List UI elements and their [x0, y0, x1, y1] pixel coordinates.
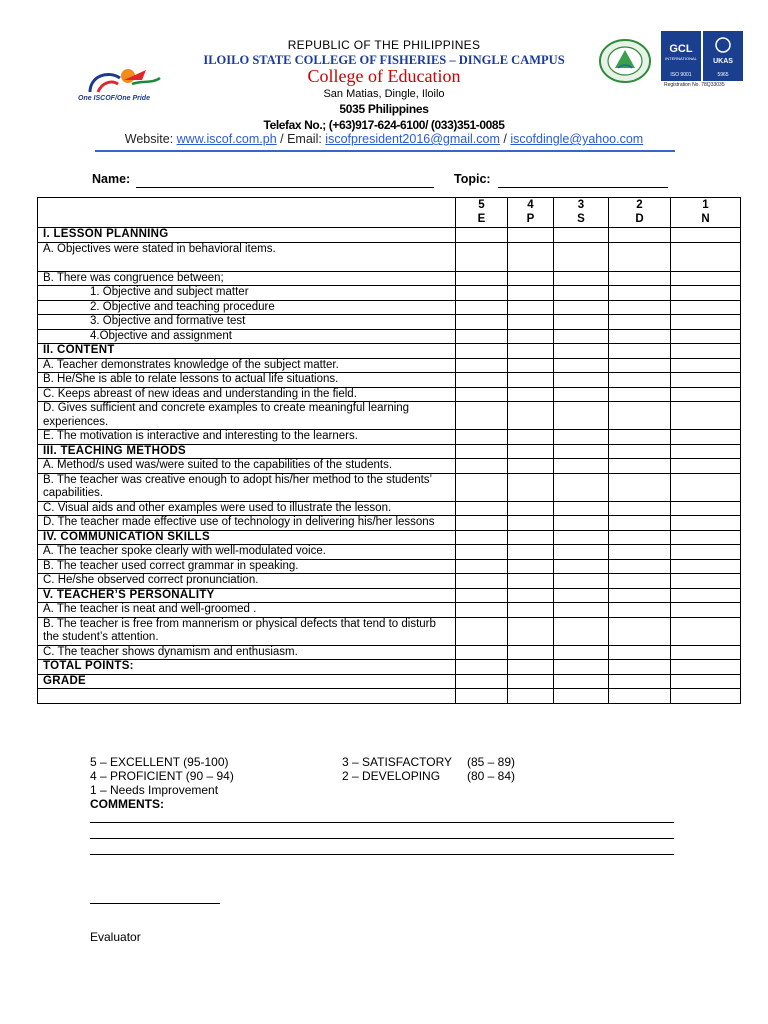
rating-cell[interactable] — [609, 444, 671, 459]
criterion-row — [38, 689, 741, 704]
rating-cell[interactable] — [609, 459, 671, 474]
rating-cell[interactable] — [508, 574, 554, 589]
rating-cell[interactable] — [508, 430, 554, 445]
rating-cell[interactable] — [508, 459, 554, 474]
criterion-text: E. The motivation is interactive and interesting to the learners. — [38, 430, 456, 445]
criterion-text: B. The teacher used correct grammar in speaking. — [38, 559, 456, 574]
zip-line: 5035 Philippines — [339, 102, 429, 116]
rating-cell[interactable] — [609, 373, 671, 388]
criteria-header — [38, 198, 456, 228]
rating-cell[interactable] — [456, 473, 508, 501]
criterion-row — [38, 329, 741, 344]
criterion-text: 2. Objective and teaching procedure — [38, 300, 456, 315]
rating-cell[interactable] — [554, 387, 609, 402]
criterion-row — [38, 645, 741, 660]
rating-cell[interactable] — [554, 516, 609, 531]
rating-cell[interactable] — [671, 545, 741, 560]
topic-label: Topic: — [454, 172, 491, 186]
rating-cell[interactable] — [456, 545, 508, 560]
rating-cell[interactable] — [554, 530, 609, 545]
rating-cell[interactable] — [554, 271, 609, 286]
rating-cell[interactable] — [671, 387, 741, 402]
registration-number: Registration No. 78Q33035 — [664, 82, 725, 88]
rating-cell[interactable] — [609, 545, 671, 560]
rating-cell[interactable] — [456, 329, 508, 344]
criterion-row — [38, 373, 741, 388]
telefax-line: Telefax No.; (+63)917-624-6100/ (033)351-0085 — [263, 118, 505, 132]
rating-cell[interactable] — [508, 645, 554, 660]
criterion-row — [38, 402, 741, 430]
rating-cell[interactable] — [609, 329, 671, 344]
rating-cell[interactable] — [671, 315, 741, 330]
rating-cell[interactable] — [456, 228, 508, 243]
rating-letter: N — [701, 212, 710, 225]
rating-cell[interactable] — [456, 516, 508, 531]
rating-cell[interactable] — [671, 444, 741, 459]
rating-cell[interactable] — [609, 358, 671, 373]
address-line: San Matias, Dingle, Iloilo — [323, 88, 445, 100]
rating-number: 1 — [702, 199, 709, 211]
email-separator: / — [499, 132, 511, 146]
rating-cell[interactable] — [508, 373, 554, 388]
header-divider — [95, 150, 675, 152]
rating-cell[interactable] — [609, 645, 671, 660]
rating-cell[interactable] — [671, 344, 741, 359]
criterion-row — [38, 358, 741, 373]
rating-cell[interactable] — [671, 373, 741, 388]
rating-cell[interactable] — [671, 300, 741, 315]
rating-cell[interactable] — [671, 473, 741, 501]
rating-cell[interactable] — [671, 660, 741, 675]
rating-cell[interactable] — [671, 501, 741, 516]
rating-cell[interactable] — [554, 286, 609, 301]
criterion-text: 1. Objective and subject matter — [38, 286, 456, 301]
rating-cell[interactable] — [508, 358, 554, 373]
rating-cell[interactable] — [508, 588, 554, 603]
evaluator-label: Evaluator — [90, 930, 141, 944]
rating-cell[interactable] — [456, 603, 508, 618]
criterion-text: A. Teacher demonstrates knowledge of the subject matter. — [38, 358, 456, 373]
rating-cell[interactable] — [671, 574, 741, 589]
rating-cell[interactable] — [671, 459, 741, 474]
rating-cell[interactable] — [609, 689, 671, 704]
rating-cell[interactable] — [508, 545, 554, 560]
comment-line[interactable] — [90, 854, 674, 855]
rating-cell[interactable] — [609, 344, 671, 359]
rating-cell[interactable] — [508, 329, 554, 344]
section-row — [38, 660, 741, 675]
section-row — [38, 444, 741, 459]
rating-cell[interactable] — [609, 473, 671, 501]
criterion-text: C. Visual aids and other examples were used to illustrate the lesson. — [38, 501, 456, 516]
rating-cell[interactable] — [671, 271, 741, 286]
rating-cell[interactable] — [671, 689, 741, 704]
criterion-row — [38, 473, 741, 501]
rating-cell[interactable] — [554, 228, 609, 243]
rating-cell[interactable] — [508, 300, 554, 315]
rating-number: 2 — [636, 199, 643, 211]
rating-cell[interactable] — [671, 228, 741, 243]
website-link[interactable]: www.iscof.com.ph — [176, 132, 277, 146]
name-field[interactable] — [136, 187, 434, 188]
table-header-row — [38, 198, 741, 228]
rating-cell[interactable] — [456, 373, 508, 388]
section-heading: IV. COMMUNICATION SKILLS — [38, 530, 456, 545]
criterion-text: A. The teacher is neat and well-groomed . — [38, 603, 456, 618]
section-row — [38, 228, 741, 243]
evaluation-table — [37, 197, 741, 704]
republic-line: REPUBLIC OF THE PHILIPPINES — [287, 38, 481, 52]
criterion-row — [38, 430, 741, 445]
rating-cell[interactable] — [554, 430, 609, 445]
criterion-text: C. Keeps abreast of new ideas and understanding in the field. — [38, 387, 456, 402]
rating-cell[interactable] — [508, 387, 554, 402]
rating-number: 5 — [478, 199, 485, 211]
rating-cell[interactable] — [609, 530, 671, 545]
rating-cell[interactable] — [456, 559, 508, 574]
rating-cell[interactable] — [609, 387, 671, 402]
rating-cell[interactable] — [508, 674, 554, 689]
rating-cell[interactable] — [456, 588, 508, 603]
rating-cell[interactable] — [456, 402, 508, 430]
table-body — [38, 228, 741, 704]
rating-cell[interactable] — [609, 660, 671, 675]
criterion-row — [38, 603, 741, 618]
legend-needs-improvement: 1 – Needs Improvement — [90, 783, 219, 797]
criterion-row — [38, 300, 741, 315]
rating-cell[interactable] — [508, 603, 554, 618]
rating-cell[interactable] — [508, 344, 554, 359]
rating-cell[interactable] — [671, 674, 741, 689]
rating-cell[interactable] — [554, 473, 609, 501]
rating-cell[interactable] — [456, 430, 508, 445]
rating-cell[interactable] — [671, 588, 741, 603]
comment-line[interactable] — [90, 822, 674, 823]
criterion-text: A. Objectives were stated in behavioral items. — [38, 242, 456, 271]
rating-column-header — [671, 198, 741, 228]
name-label: Name: — [92, 172, 131, 186]
contact-line — [0, 132, 768, 146]
criterion-text: 3. Objective and formative test — [38, 315, 456, 330]
criterion-text: C. He/she observed correct pronunciation. — [38, 574, 456, 589]
criterion-row — [38, 574, 741, 589]
rating-cell[interactable] — [609, 286, 671, 301]
criterion-row — [38, 545, 741, 560]
rating-cell[interactable] — [554, 329, 609, 344]
section-heading: III. TEACHING METHODS — [38, 444, 456, 459]
rating-cell[interactable] — [554, 315, 609, 330]
rating-cell[interactable] — [554, 645, 609, 660]
legend-developing-range: (80 – 84) — [467, 769, 516, 783]
rating-cell[interactable] — [508, 444, 554, 459]
rating-cell[interactable] — [609, 430, 671, 445]
criterion-text: D. Gives sufficient and concrete examples to create meaningful learning experiences. — [38, 402, 456, 430]
rating-cell[interactable] — [456, 501, 508, 516]
rating-cell[interactable] — [456, 444, 508, 459]
rating-cell[interactable] — [671, 559, 741, 574]
comment-line[interactable] — [90, 838, 674, 839]
rating-column-header — [554, 198, 609, 228]
rating-cell[interactable] — [554, 545, 609, 560]
criterion-text: B. The teacher was creative enough to adopt his/her method to the students’ capabilities. — [38, 473, 456, 501]
rating-cell[interactable] — [609, 674, 671, 689]
cert-intl: INTERNATIONAL — [665, 56, 697, 61]
department-name: College of Education — [307, 66, 461, 86]
evaluator-signature-line[interactable] — [90, 903, 220, 904]
rating-cell[interactable] — [671, 358, 741, 373]
legend-developing: 2 – DEVELOPING — [342, 769, 441, 783]
rating-cell[interactable] — [554, 373, 609, 388]
email-label: / Email: — [276, 132, 326, 146]
rating-cell[interactable] — [508, 228, 554, 243]
document-header — [0, 0, 768, 160]
rating-cell[interactable] — [508, 617, 554, 645]
rating-letter: E — [477, 212, 486, 225]
cert-number: 5965 — [717, 72, 729, 78]
rating-cell[interactable] — [456, 286, 508, 301]
section-row — [38, 674, 741, 689]
legend-row — [90, 769, 730, 783]
rating-cell[interactable] — [609, 516, 671, 531]
rating-cell[interactable] — [508, 559, 554, 574]
rating-cell[interactable] — [609, 617, 671, 645]
rating-cell[interactable] — [456, 344, 508, 359]
rating-letter: P — [526, 212, 535, 225]
section-row — [38, 344, 741, 359]
rating-letter: S — [577, 212, 585, 225]
legend-satisfactory: 3 – SATISFACTORY — [342, 755, 453, 769]
rating-cell[interactable] — [671, 430, 741, 445]
rating-cell[interactable] — [671, 242, 741, 271]
rating-cell[interactable] — [671, 645, 741, 660]
rating-cell[interactable] — [456, 689, 508, 704]
rating-cell[interactable] — [554, 603, 609, 618]
rating-cell[interactable] — [508, 530, 554, 545]
rating-cell[interactable] — [456, 358, 508, 373]
criterion-text: C. The teacher shows dynamism and enthusiasm. — [38, 645, 456, 660]
rating-cell[interactable] — [554, 402, 609, 430]
criterion-text: A. Method/s used was/were suited to the capabilities of the students. — [38, 459, 456, 474]
rating-cell[interactable] — [609, 402, 671, 430]
rating-cell[interactable] — [609, 603, 671, 618]
rating-cell[interactable] — [671, 286, 741, 301]
criterion-text: D. The teacher made effective use of technology in delivering his/her lessons — [38, 516, 456, 531]
legend-row — [90, 783, 730, 797]
rating-cell[interactable] — [456, 660, 508, 675]
rating-column-header — [508, 198, 554, 228]
criterion-text — [38, 689, 456, 704]
legend-proficient: 4 – PROFICIENT (90 – 94) — [90, 769, 234, 783]
rating-cell[interactable] — [671, 516, 741, 531]
rating-cell[interactable] — [609, 501, 671, 516]
rating-cell[interactable] — [508, 271, 554, 286]
legend-excellent: 5 – EXCELLENT (95-100) — [90, 755, 229, 769]
rating-column-header — [456, 198, 508, 228]
rating-cell[interactable] — [554, 617, 609, 645]
email-link-president[interactable]: iscofpresident2016@gmail.com — [325, 132, 500, 146]
rating-cell[interactable] — [456, 530, 508, 545]
rating-cell[interactable] — [456, 242, 508, 271]
rating-cell[interactable] — [609, 315, 671, 330]
rating-legend — [90, 755, 730, 811]
college-name: ILOILO STATE COLLEGE OF FISHERIES – DINGLE CAMPUS — [203, 53, 565, 67]
rating-cell[interactable] — [554, 300, 609, 315]
section-heading: GRADE — [38, 674, 456, 689]
section-heading: I. LESSON PLANNING — [38, 228, 456, 243]
rating-cell[interactable] — [456, 300, 508, 315]
rating-cell[interactable] — [554, 358, 609, 373]
section-row — [38, 588, 741, 603]
rating-cell[interactable] — [456, 574, 508, 589]
criterion-row — [38, 559, 741, 574]
criterion-row — [38, 516, 741, 531]
comments-label: COMMENTS: — [90, 797, 164, 811]
criterion-row — [38, 315, 741, 330]
rating-cell[interactable] — [554, 559, 609, 574]
rating-cell[interactable] — [456, 315, 508, 330]
rating-cell[interactable] — [671, 603, 741, 618]
rating-cell[interactable] — [554, 660, 609, 675]
rating-cell[interactable] — [554, 574, 609, 589]
rating-cell[interactable] — [508, 402, 554, 430]
section-heading: V. TEACHER’S PERSONALITY — [38, 588, 456, 603]
rating-cell[interactable] — [671, 617, 741, 645]
rating-cell[interactable] — [554, 344, 609, 359]
rating-cell[interactable] — [508, 660, 554, 675]
rating-cell[interactable] — [609, 242, 671, 271]
rating-number: 3 — [577, 199, 585, 211]
rating-cell[interactable] — [508, 286, 554, 301]
rating-cell[interactable] — [609, 271, 671, 286]
rating-cell[interactable] — [554, 444, 609, 459]
criterion-row — [38, 501, 741, 516]
rating-cell[interactable] — [456, 617, 508, 645]
criterion-row — [38, 459, 741, 474]
website-label: Website: — [124, 132, 177, 146]
criterion-row — [38, 271, 741, 286]
section-row — [38, 530, 741, 545]
rating-cell[interactable] — [609, 228, 671, 243]
rating-cell[interactable] — [456, 387, 508, 402]
criterion-row — [38, 242, 741, 271]
criterion-text: B. The teacher is free from mannerism or physical defects that tend to disturb the student’s attention. — [38, 617, 456, 645]
rating-cell[interactable] — [456, 271, 508, 286]
rating-cell[interactable] — [508, 501, 554, 516]
rating-cell[interactable] — [609, 559, 671, 574]
criterion-row — [38, 387, 741, 402]
rating-cell[interactable] — [456, 459, 508, 474]
criterion-row — [38, 286, 741, 301]
legend-row — [90, 755, 730, 769]
rating-cell[interactable] — [508, 242, 554, 271]
rating-number: 4 — [527, 199, 534, 211]
rating-cell[interactable] — [456, 674, 508, 689]
logo-tagline: One ISCOF/One Pride — [78, 95, 150, 102]
rating-cell[interactable] — [508, 473, 554, 501]
criterion-text: B. There was congruence between; — [38, 271, 456, 286]
criterion-row — [38, 617, 741, 645]
rating-cell[interactable] — [554, 674, 609, 689]
rating-cell[interactable] — [671, 329, 741, 344]
rating-cell[interactable] — [456, 645, 508, 660]
rating-cell[interactable] — [554, 689, 609, 704]
rating-cell[interactable] — [609, 574, 671, 589]
rating-cell[interactable] — [671, 530, 741, 545]
legend-satisfactory-range: (85 – 89) — [467, 755, 516, 769]
rating-letter: D — [635, 212, 644, 225]
rating-cell[interactable] — [554, 459, 609, 474]
rating-cell[interactable] — [554, 242, 609, 271]
rating-cell[interactable] — [671, 402, 741, 430]
criterion-text: A. The teacher spoke clearly with well-modulated voice. — [38, 545, 456, 560]
criterion-text: 4.Objective and assignment — [38, 329, 456, 344]
rating-cell[interactable] — [554, 588, 609, 603]
cert-ukas: UKAS — [713, 58, 733, 65]
email-link-dingle[interactable]: iscofdingle@yahoo.com — [510, 132, 644, 146]
rating-cell[interactable] — [609, 300, 671, 315]
cert-gcl: GCL — [669, 43, 693, 55]
section-heading: TOTAL POINTS: — [38, 660, 456, 675]
criterion-text: B. He/She is able to relate lessons to actual life situations. — [38, 373, 456, 388]
rating-column-header — [609, 198, 671, 228]
cert-iso: ISO 9001 — [670, 72, 692, 78]
rating-cell[interactable] — [609, 588, 671, 603]
topic-field[interactable] — [498, 187, 668, 188]
rating-cell[interactable] — [508, 315, 554, 330]
rating-cell[interactable] — [508, 516, 554, 531]
rating-cell[interactable] — [508, 689, 554, 704]
rating-cell[interactable] — [554, 501, 609, 516]
section-heading: II. CONTENT — [38, 344, 456, 359]
